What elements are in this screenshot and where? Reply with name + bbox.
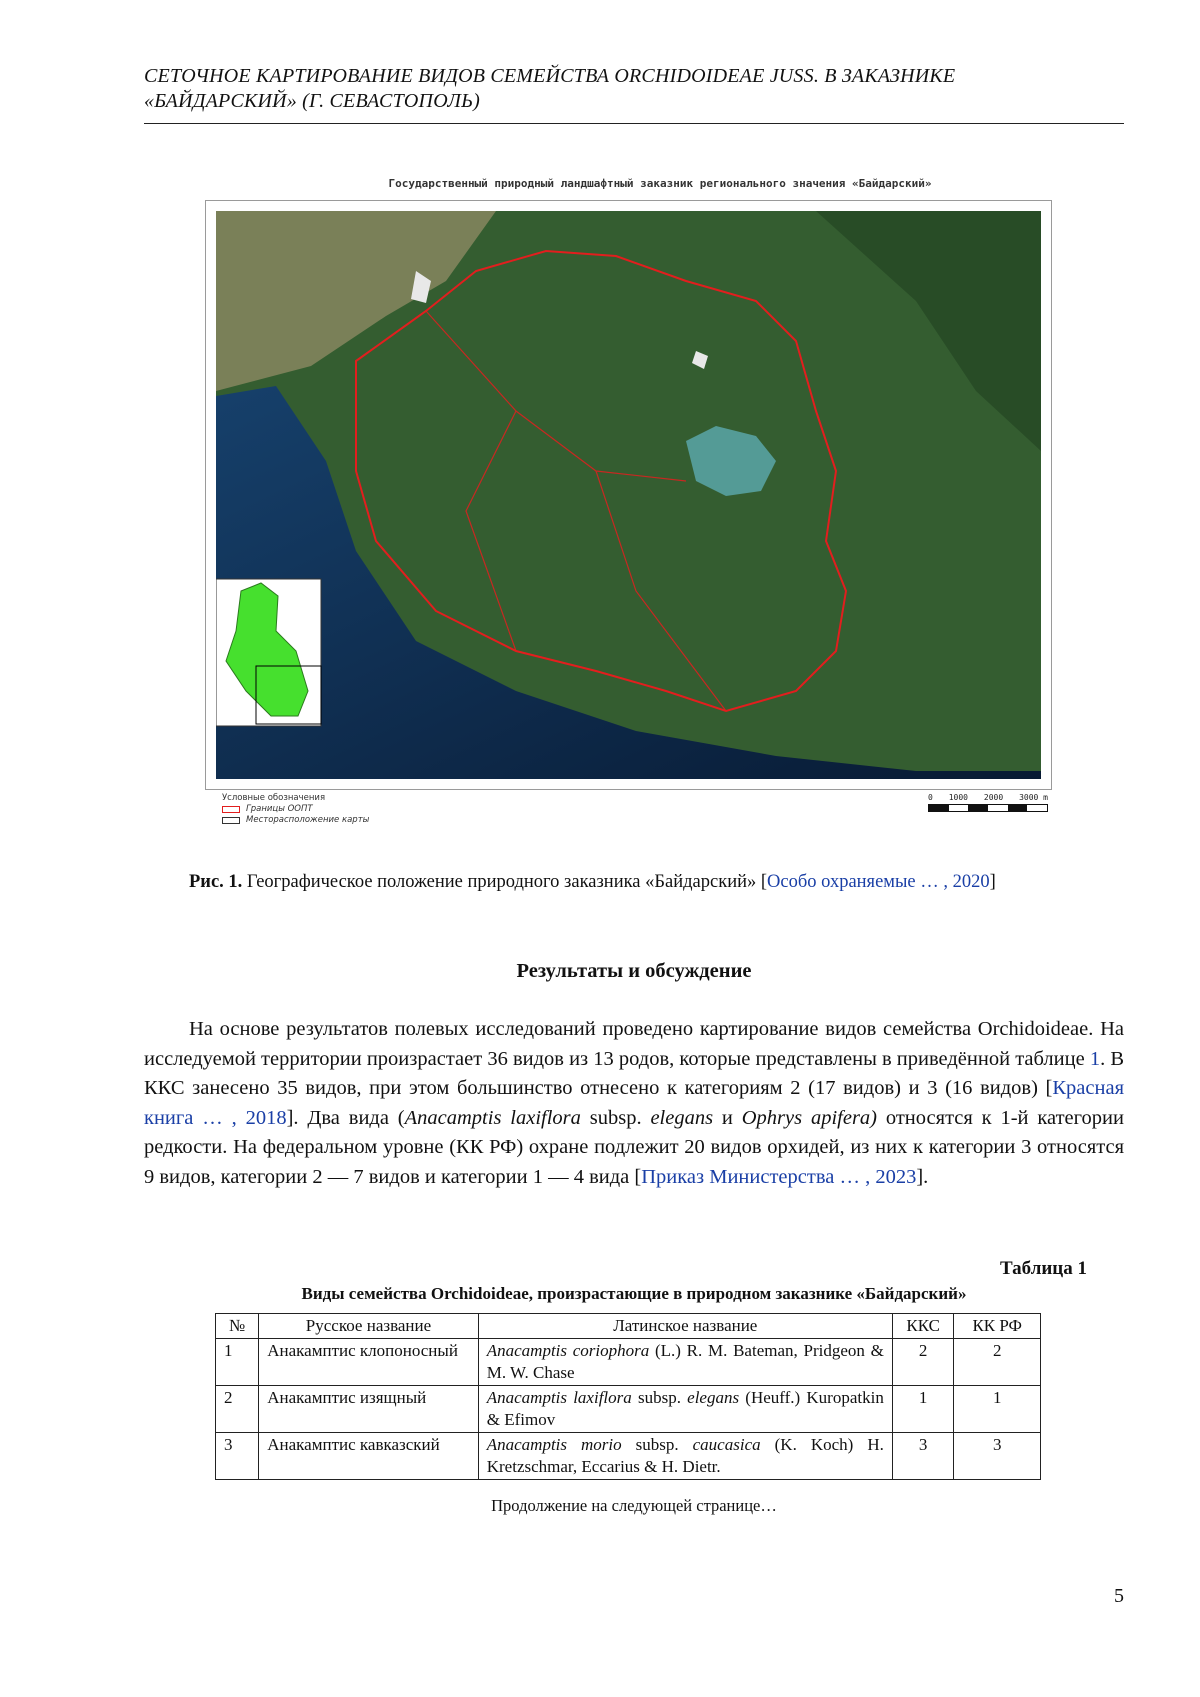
legend-title: Условные обозначения — [222, 793, 326, 803]
running-head-line-2: «БАЙДАРСКИЙ» (Г. СЕВАСТОПОЛЬ) — [144, 90, 480, 112]
cell-kks: 2 — [892, 1339, 954, 1386]
location-swatch — [222, 817, 240, 824]
table-row — [216, 1433, 1041, 1480]
col-header-latin-name: Латинское название — [478, 1314, 892, 1339]
cell-russian-name: Анакамптис клопоносный — [259, 1339, 478, 1386]
legend-label-location: Месторасположение карты — [246, 815, 370, 825]
col-header-number: № — [216, 1314, 259, 1339]
latin-author: (L.) R. M. Bateman, Pridgeon & M. W. Chase — [486, 1341, 884, 1382]
col-header-kks: ККС — [892, 1314, 954, 1339]
scale-label-0: 0 — [928, 793, 933, 802]
satellite-map — [216, 211, 1041, 779]
latin-rank: subsp. — [631, 1388, 688, 1407]
boundary-swatch — [222, 806, 240, 813]
table-row — [216, 1339, 1041, 1386]
running-head — [144, 64, 1124, 114]
section-title: Результаты и обсуждение — [516, 960, 752, 982]
scale-bar — [928, 793, 1048, 812]
cell-number: 1 — [216, 1339, 259, 1386]
cell-kks: 3 — [892, 1433, 954, 1480]
caption-citation-year[interactable]: 2020 — [952, 872, 990, 892]
inset-map — [216, 579, 321, 726]
species-name-1b: elegans — [650, 1106, 714, 1129]
para-text-3: ]. Два вида ( — [286, 1106, 405, 1129]
para-text-4: subsp. — [580, 1106, 651, 1129]
scale-label-3000: 3000 m — [1019, 793, 1048, 802]
map-legend — [222, 793, 369, 826]
cell-russian-name: Анакамптис изящный — [259, 1386, 478, 1433]
table-title: Виды семейства Orchidoideae, произрастающие в природном заказнике «Байдарский» — [301, 1284, 967, 1303]
para-text-2: . В ККС занесено 35 видов, при этом большинство отнесено к категориям 2 (17 видов) и 3 (16 видов) [ — [144, 1047, 1125, 1099]
scale-label-2000: 2000 — [983, 793, 1004, 802]
latin-rank: subsp. — [621, 1435, 693, 1454]
caption-text: Географическое положение природного заказника «Байдарский» [ — [246, 872, 768, 892]
cell-kk-rf: 3 — [954, 1433, 1041, 1480]
latin-author: (Heuff.) Kuropatkin & Efimov — [486, 1388, 884, 1429]
cell-kk-rf: 1 — [954, 1386, 1041, 1433]
order-ref-link[interactable]: Приказ Министерства … , 2023 — [641, 1165, 917, 1188]
para-text-5: и — [713, 1106, 742, 1129]
redbook-ref-link[interactable]: Красная книга … , 2018 — [144, 1077, 1124, 1129]
latin-author: (K. Koch) H. Kretzschmar, Eccarius & H. Dietr. — [486, 1435, 884, 1476]
cell-latin-name — [478, 1386, 892, 1433]
cell-number: 2 — [216, 1386, 259, 1433]
caption-citation-link[interactable]: Особо охраняемые … , — [767, 872, 948, 892]
para-text-6: относятся к 1-й категории редкости. На федеральном уровне (КК РФ) охране подлежит 20 видов орхидей, из них к категории 3 относятся 9 видов, категории 2 — 7 видов и категории 1 — 4 вида [ — [144, 1106, 1124, 1188]
col-header-russian-name: Русское название — [259, 1314, 478, 1339]
para-text-1: На основе результатов полевых исследований проведено картирование видов семейства Orchidoideae. На исследуемой территории произрастает 36 видов из 13 родов, которые представлены в приведённой таблице — [144, 1018, 1124, 1070]
species-name-2: Ophrys apifera) — [741, 1106, 878, 1129]
col-header-kk-rf: КК РФ — [954, 1314, 1041, 1339]
body-paragraph — [144, 1015, 1124, 1192]
scale-label-1000: 1000 — [948, 793, 968, 802]
latin-subspecies: caucasica — [692, 1435, 761, 1454]
para-text-7: ]. — [916, 1165, 929, 1188]
map-figure — [205, 200, 1052, 790]
figure-caption — [144, 869, 1124, 895]
caption-end: ] — [989, 872, 996, 892]
map-title: Государственный природный ландшафтный заказник регионального значения «Байдарский» — [388, 177, 932, 190]
table-header-row — [216, 1314, 1041, 1339]
cell-russian-name: Анакамптис кавказский — [259, 1433, 478, 1480]
table-row — [216, 1386, 1041, 1433]
latin-genus-species: Anacamptis morio — [486, 1435, 622, 1454]
legend-item-boundary — [222, 804, 369, 815]
header-rule — [144, 123, 1124, 124]
legend-label-boundary: Границы ООПТ — [246, 804, 313, 814]
latin-genus-species: Anacamptis laxiflora — [486, 1388, 632, 1407]
scale-bar-graphic — [928, 804, 1048, 812]
table-label: Таблица 1 — [999, 1258, 1087, 1279]
latin-subspecies: elegans — [687, 1388, 740, 1407]
running-head-line-1: СЕТОЧНОЕ КАРТИРОВАНИЕ ВИДОВ СЕМЕЙСТВА ORCHIDOIDEAE JUSS. В ЗАКАЗНИКЕ — [144, 65, 956, 87]
legend-item-location — [222, 815, 369, 826]
table-continuation-note: Продолжение на следующей странице… — [491, 1496, 777, 1515]
latin-genus-species: Anacamptis coriophora — [486, 1341, 650, 1360]
cell-latin-name — [478, 1433, 892, 1480]
species-name-1: Anacamptis laxiflora — [404, 1106, 581, 1129]
species-table — [215, 1313, 1041, 1480]
page-number: 5 — [1114, 1585, 1124, 1607]
cell-kks: 1 — [892, 1386, 954, 1433]
caption-label: Рис. 1. — [189, 872, 243, 892]
cell-kk-rf: 2 — [954, 1339, 1041, 1386]
table-ref-link[interactable]: 1 — [1089, 1047, 1101, 1070]
cell-latin-name — [478, 1339, 892, 1386]
map-graphic — [216, 211, 1041, 779]
cell-number: 3 — [216, 1433, 259, 1480]
